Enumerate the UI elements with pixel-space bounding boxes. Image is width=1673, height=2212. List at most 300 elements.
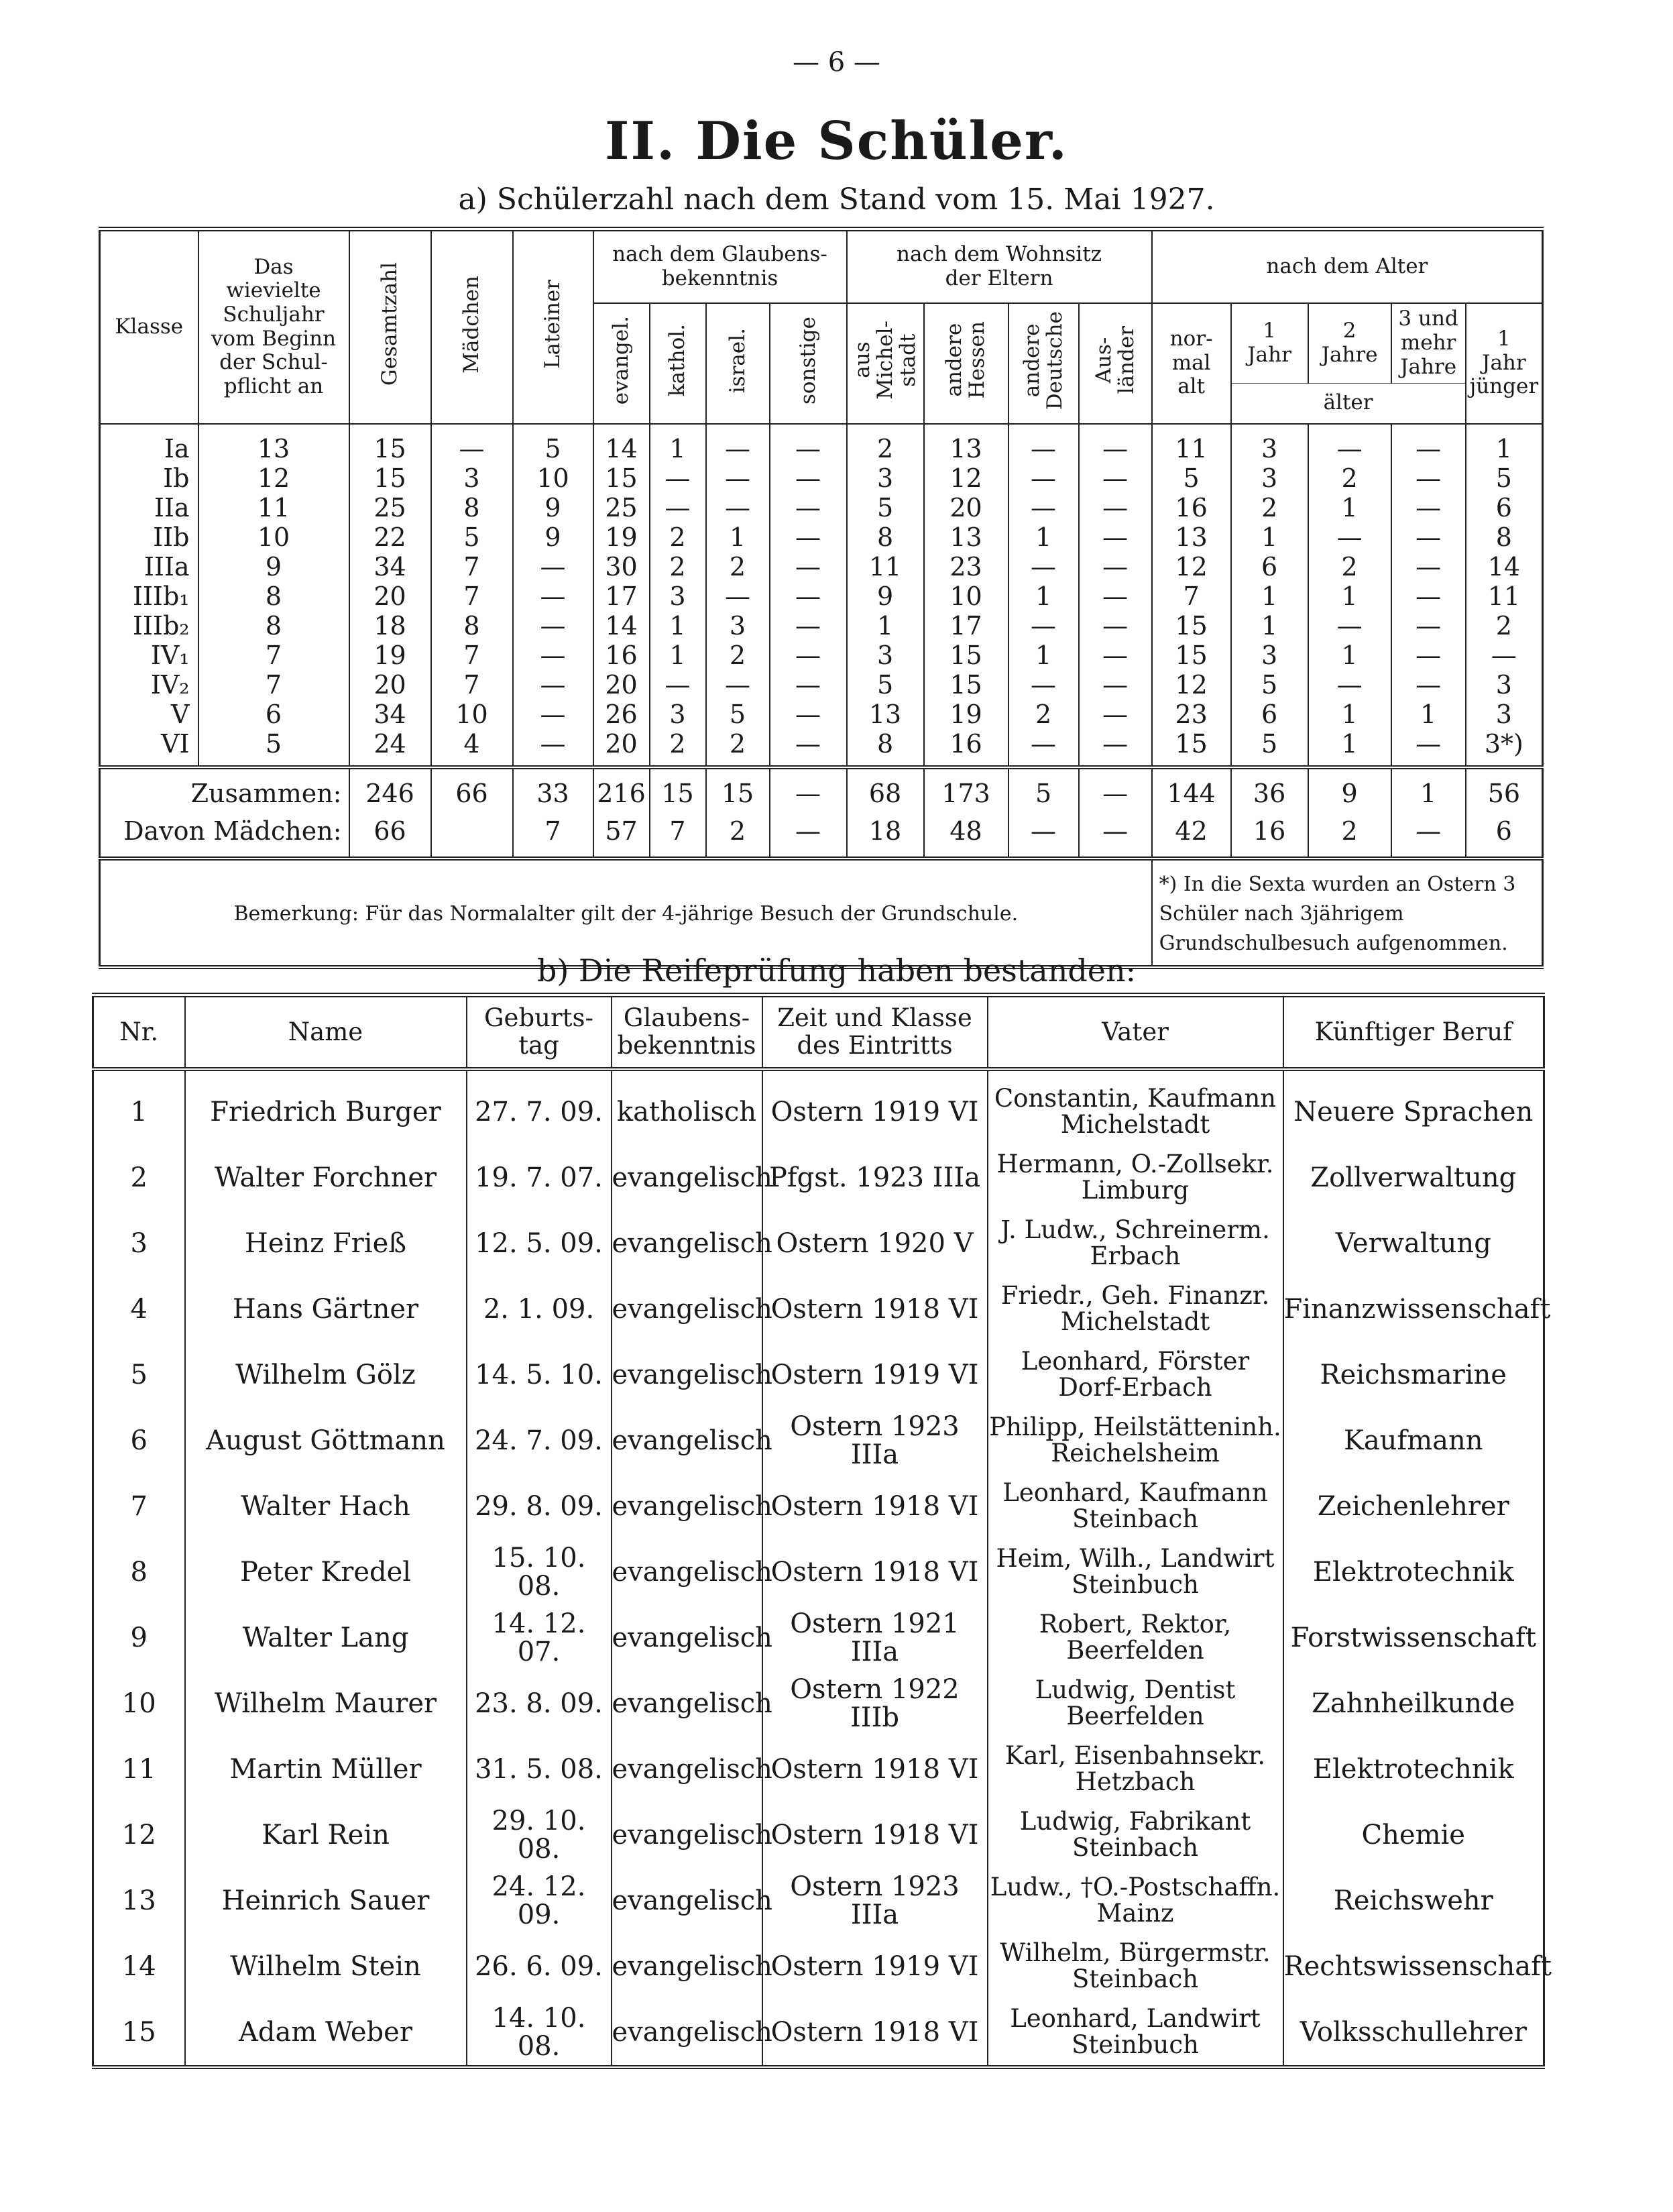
cell-normal-alt: 12 [1152, 670, 1231, 700]
cell-eintritt: Ostern 1923 IIIa [762, 1868, 988, 1934]
cell-normal-alt: 15 [1152, 611, 1231, 641]
cell-michelstadt: 11 [847, 552, 924, 582]
header-nr: Nr. [93, 995, 185, 1070]
cell-auslaender: — [1079, 493, 1152, 522]
table-row [100, 493, 1543, 522]
cell-andere-deutsche: 2 [1008, 700, 1079, 729]
cell-schuljahr: 10 [198, 522, 349, 552]
cell-lateiner: 33 [513, 767, 593, 812]
cell-andere-deutsche: — [1008, 812, 1079, 859]
cell-2-jahre-aelter: 2 [1308, 812, 1391, 859]
cell-geburtstag: 2. 1. 09. [467, 1276, 612, 1342]
cell-name: Wilhelm Stein [185, 1934, 467, 1999]
header-sonstige: sonstige [795, 316, 820, 404]
cell-kuenftiger-beruf: Chemie [1283, 1802, 1544, 1868]
cell-israel: — [706, 493, 770, 522]
cell-lateiner: — [513, 552, 593, 582]
cell-auslaender: — [1079, 641, 1152, 670]
cell-juenger: 3 [1466, 670, 1543, 700]
cell-vater: Philipp, Heilstätteninh. Reichelsheim [988, 1408, 1283, 1474]
cell-sonstige: — [770, 641, 847, 670]
header-lateiner: Lateiner [540, 279, 565, 369]
cell-lateiner: 10 [513, 463, 593, 493]
cell-evangel: 30 [593, 552, 650, 582]
cell-schuljahr: 8 [198, 611, 349, 641]
cell-eintritt: Ostern 1918 VI [762, 1276, 988, 1342]
cell-auslaender: — [1079, 582, 1152, 611]
cell-nr: 7 [93, 1474, 185, 1539]
cell-schuljahr: 8 [198, 582, 349, 611]
cell-normal-alt: 11 [1152, 424, 1231, 463]
cell-name: Walter Hach [185, 1474, 467, 1539]
cell-name: Friedrich Burger [185, 1069, 467, 1145]
cell-geburtstag: 29. 8. 09. [467, 1474, 612, 1539]
cell-michelstadt: 68 [847, 767, 924, 812]
cell-1-jahr-aelter: 6 [1231, 552, 1308, 582]
cell-israel: — [706, 670, 770, 700]
cell-evangel: 20 [593, 729, 650, 767]
cell-2-jahre-aelter: 1 [1308, 582, 1391, 611]
cell-andere-hessen: 17 [924, 611, 1008, 641]
cell-nr: 15 [93, 1999, 185, 2067]
cell-michelstadt: 8 [847, 522, 924, 552]
cell-lateiner: 9 [513, 522, 593, 552]
table-row [100, 463, 1543, 493]
cell-andere-deutsche: 1 [1008, 522, 1079, 552]
header-3-jahre-aelter: 3 und mehr Jahre [1391, 303, 1466, 384]
cell-maedchen: 4 [431, 729, 513, 767]
cell-vater: Heim, Wilh., Landwirt Steinbuch [988, 1539, 1283, 1605]
header-andere-hessen: andere Hessen [942, 321, 990, 399]
cell-sonstige: — [770, 463, 847, 493]
cell-evangel: 15 [593, 463, 650, 493]
header-glauben-group: nach dem Glaubens- bekenntnis [593, 229, 847, 303]
cell-vater: J. Ludw., Schreinerm. Erbach [988, 1211, 1283, 1276]
cell-name: Walter Lang [185, 1605, 467, 1671]
cell-juenger: 8 [1466, 522, 1543, 552]
cell-nr: 6 [93, 1408, 185, 1474]
cell-kuenftiger-beruf: Zeichenlehrer [1283, 1474, 1544, 1539]
table-row [93, 1342, 1544, 1408]
cell-kathol: — [650, 463, 706, 493]
cell-glaubensbekenntnis: evangelisch [612, 1671, 762, 1736]
cell-evangel: 26 [593, 700, 650, 729]
cell-israel: 2 [706, 729, 770, 767]
cell-auslaender: — [1079, 670, 1152, 700]
cell-schuljahr: 13 [198, 424, 349, 463]
cell-auslaender: — [1079, 729, 1152, 767]
cell-kuenftiger-beruf: Reichswehr [1283, 1868, 1544, 1934]
cell-juenger: 6 [1466, 493, 1543, 522]
cell-evangel: 19 [593, 522, 650, 552]
cell-sonstige: — [770, 812, 847, 859]
cell-normal-alt: 23 [1152, 700, 1231, 729]
cell-kathol: 1 [650, 641, 706, 670]
cell-glaubensbekenntnis: evangelisch [612, 1868, 762, 1934]
cell-vater: Ludwig, Dentist Beerfelden [988, 1671, 1283, 1736]
cell-andere-hessen: 19 [924, 700, 1008, 729]
cell-eintritt: Ostern 1921 IIIa [762, 1605, 988, 1671]
cell-normal-alt: 15 [1152, 729, 1231, 767]
cell-eintritt: Ostern 1923 IIIa [762, 1408, 988, 1474]
cell-michelstadt: 13 [847, 700, 924, 729]
header-alter-group: nach dem Alter [1152, 229, 1543, 303]
cell-kuenftiger-beruf: Elektrotechnik [1283, 1736, 1544, 1802]
cell-normal-alt: 15 [1152, 641, 1231, 670]
cell-maedchen: 7 [431, 670, 513, 700]
cell-name: Martin Müller [185, 1736, 467, 1802]
cell-evangel: 17 [593, 582, 650, 611]
cell-israel: 15 [706, 767, 770, 812]
cell-normal-alt: 13 [1152, 522, 1231, 552]
cell-juenger: 56 [1466, 767, 1543, 812]
cell-geburtstag: 23. 8. 09. [467, 1671, 612, 1736]
cell-3-jahre-aelter: — [1391, 493, 1466, 522]
cell-kathol: 7 [650, 812, 706, 859]
cell-maedchen: 8 [431, 493, 513, 522]
cell-andere-deutsche: — [1008, 463, 1079, 493]
cell-geburtstag: 12. 5. 09. [467, 1211, 612, 1276]
cell-eintritt: Pfgst. 1923 IIIa [762, 1145, 988, 1211]
cell-nr: 3 [93, 1211, 185, 1276]
cell-evangel: 25 [593, 493, 650, 522]
cell-vater: Friedr., Geh. Finanzr. Michelstadt [988, 1276, 1283, 1342]
table-row [93, 1736, 1544, 1802]
cell-kathol: 2 [650, 729, 706, 767]
cell-vater: Leonhard, Landwirt Steinbuch [988, 1999, 1283, 2067]
cell-3-jahre-aelter: — [1391, 729, 1466, 767]
cell-israel: 2 [706, 812, 770, 859]
cell-nr: 14 [93, 1934, 185, 1999]
remark: Bemerkung: Für das Normalalter gilt der 4-jährige Besuch der Grundschule. [100, 859, 1152, 967]
cell-maedchen: — [431, 424, 513, 463]
page-number: — 6 — [793, 47, 880, 78]
cell-andere-hessen: 13 [924, 424, 1008, 463]
cell-juenger: 3 [1466, 700, 1543, 729]
totals-row [100, 767, 1543, 812]
table-row [100, 641, 1543, 670]
cell-3-jahre-aelter: — [1391, 522, 1466, 552]
cell-geburtstag: 31. 5. 08. [467, 1736, 612, 1802]
cell-nr: 4 [93, 1276, 185, 1342]
cell-klasse: Ib [100, 463, 198, 493]
cell-glaubensbekenntnis: evangelisch [612, 1539, 762, 1605]
cell-vater: Robert, Rektor, Beerfelden [988, 1605, 1283, 1671]
cell-lateiner: — [513, 700, 593, 729]
cell-gesamtzahl: 19 [349, 641, 431, 670]
table-row [93, 1211, 1544, 1276]
cell-klasse: IIb [100, 522, 198, 552]
cell-klasse: IIIb₁ [100, 582, 198, 611]
cell-maedchen [431, 812, 513, 859]
cell-juenger: 11 [1466, 582, 1543, 611]
cell-sonstige: — [770, 611, 847, 641]
cell-klasse: IIIb₂ [100, 611, 198, 641]
cell-juenger: 6 [1466, 812, 1543, 859]
cell-klasse: V [100, 700, 198, 729]
cell-kuenftiger-beruf: Finanzwissenschaft [1283, 1276, 1544, 1342]
table-row [100, 611, 1543, 641]
graduates-table [92, 993, 1552, 2069]
cell-evangel: 216 [593, 767, 650, 812]
header-andere-deutsche: andere Deutsche [1019, 311, 1068, 410]
cell-vater: Wilhelm, Bürgermstr. Steinbach [988, 1934, 1283, 1999]
table-row [100, 729, 1543, 767]
cell-1-jahr-aelter: 2 [1231, 493, 1308, 522]
cell-name: Wilhelm Maurer [185, 1671, 467, 1736]
cell-sonstige: — [770, 729, 847, 767]
cell-andere-hessen: 13 [924, 522, 1008, 552]
totals-label: Davon Mädchen: [100, 812, 349, 859]
cell-kuenftiger-beruf: Reichsmarine [1283, 1342, 1544, 1408]
cell-1-jahr-aelter: 1 [1231, 611, 1308, 641]
cell-vater: Constantin, Kaufmann Michelstadt [988, 1069, 1283, 1145]
cell-evangel: 57 [593, 812, 650, 859]
cell-eintritt: Ostern 1919 VI [762, 1342, 988, 1408]
cell-andere-hessen: 16 [924, 729, 1008, 767]
cell-michelstadt: 1 [847, 611, 924, 641]
cell-israel: — [706, 463, 770, 493]
cell-kathol: 1 [650, 611, 706, 641]
cell-lateiner: — [513, 641, 593, 670]
cell-3-jahre-aelter: — [1391, 611, 1466, 641]
cell-eintritt: Ostern 1918 VI [762, 1802, 988, 1868]
cell-1-jahr-aelter: 3 [1231, 641, 1308, 670]
cell-kathol: 2 [650, 522, 706, 552]
cell-sonstige: — [770, 700, 847, 729]
cell-geburtstag: 14. 12. 07. [467, 1605, 612, 1671]
cell-schuljahr: 7 [198, 641, 349, 670]
cell-glaubensbekenntnis: katholisch [612, 1069, 762, 1145]
cell-normal-alt: 7 [1152, 582, 1231, 611]
cell-1-jahr-aelter: 1 [1231, 522, 1308, 552]
cell-schuljahr: 12 [198, 463, 349, 493]
header-maedchen: Mädchen [459, 275, 484, 374]
cell-lateiner: — [513, 670, 593, 700]
cell-kathol: 1 [650, 424, 706, 463]
cell-schuljahr: 9 [198, 552, 349, 582]
cell-sonstige: — [770, 582, 847, 611]
cell-kuenftiger-beruf: Zollverwaltung [1283, 1145, 1544, 1211]
cell-andere-deutsche: — [1008, 611, 1079, 641]
header-israel: israel. [725, 327, 750, 393]
table-row [93, 1069, 1544, 1145]
cell-glaubensbekenntnis: evangelisch [612, 1342, 762, 1408]
header-kathol: kathol. [665, 324, 690, 397]
cell-1-jahr-aelter: 3 [1231, 463, 1308, 493]
cell-lateiner: 9 [513, 493, 593, 522]
cell-sonstige: — [770, 767, 847, 812]
cell-3-jahre-aelter: 1 [1391, 700, 1466, 729]
cell-3-jahre-aelter: — [1391, 463, 1466, 493]
header-geburtstag: Geburts- tag [467, 995, 612, 1070]
header-wohnsitz-group: nach dem Wohnsitz der Eltern [847, 229, 1152, 303]
cell-geburtstag: 14. 10. 08. [467, 1999, 612, 2067]
cell-andere-hessen: 15 [924, 670, 1008, 700]
cell-3-jahre-aelter: — [1391, 582, 1466, 611]
cell-auslaender: — [1079, 611, 1152, 641]
cell-1-jahr-aelter: 5 [1231, 670, 1308, 700]
cell-1-jahr-aelter: 1 [1231, 582, 1308, 611]
cell-klasse: IV₂ [100, 670, 198, 700]
cell-maedchen: 66 [431, 767, 513, 812]
cell-glaubensbekenntnis: evangelisch [612, 1802, 762, 1868]
cell-klasse: VI [100, 729, 198, 767]
table-row [100, 700, 1543, 729]
cell-schuljahr: 7 [198, 670, 349, 700]
cell-vater: Hermann, O.-Zollsekr. Limburg [988, 1145, 1283, 1211]
cell-kathol: 3 [650, 700, 706, 729]
totals-row [100, 812, 1543, 859]
cell-gesamtzahl: 34 [349, 552, 431, 582]
cell-name: Heinrich Sauer [185, 1868, 467, 1934]
header-kuenftiger-beruf: Künftiger Beruf [1283, 995, 1544, 1070]
cell-3-jahre-aelter: — [1391, 812, 1466, 859]
table-row [93, 1999, 1544, 2067]
cell-klasse: IIIa [100, 552, 198, 582]
cell-1-jahr-aelter: 3 [1231, 424, 1308, 463]
header-schuljahr: Das wievielte Schuljahr vom Beginn der Schul- pflicht an [198, 229, 349, 424]
cell-kuenftiger-beruf: Forstwissenschaft [1283, 1605, 1544, 1671]
cell-sonstige: — [770, 552, 847, 582]
cell-geburtstag: 14. 5. 10. [467, 1342, 612, 1408]
cell-normal-alt: 5 [1152, 463, 1231, 493]
cell-eintritt: Ostern 1919 VI [762, 1934, 988, 1999]
cell-kathol: 3 [650, 582, 706, 611]
cell-juenger: 2 [1466, 611, 1543, 641]
cell-kuenftiger-beruf: Zahnheilkunde [1283, 1671, 1544, 1736]
cell-andere-hessen: 23 [924, 552, 1008, 582]
cell-glaubensbekenntnis: evangelisch [612, 1408, 762, 1474]
cell-3-jahre-aelter: — [1391, 552, 1466, 582]
cell-vater: Ludwig, Fabrikant Steinbach [988, 1802, 1283, 1868]
cell-schuljahr: 6 [198, 700, 349, 729]
table-row [93, 1605, 1544, 1671]
cell-sonstige: — [770, 493, 847, 522]
cell-1-jahr-aelter: 36 [1231, 767, 1308, 812]
cell-israel: 5 [706, 700, 770, 729]
cell-andere-hessen: 15 [924, 641, 1008, 670]
section-b-title: b) Die Reifeprüfung haben bestanden: [536, 952, 1137, 989]
cell-maedchen: 7 [431, 582, 513, 611]
cell-eintritt: Ostern 1922 IIIb [762, 1671, 988, 1736]
cell-klasse: Ia [100, 424, 198, 463]
cell-kuenftiger-beruf: Volksschullehrer [1283, 1999, 1544, 2067]
cell-maedchen: 7 [431, 641, 513, 670]
header-name: Name [185, 995, 467, 1070]
cell-glaubensbekenntnis: evangelisch [612, 1736, 762, 1802]
totals-label: Zusammen: [100, 767, 349, 812]
cell-michelstadt: 8 [847, 729, 924, 767]
cell-israel: 1 [706, 522, 770, 552]
cell-maedchen: 8 [431, 611, 513, 641]
cell-kathol: 2 [650, 552, 706, 582]
page-title: II. Die Schüler. [605, 111, 1068, 172]
cell-normal-alt: 144 [1152, 767, 1231, 812]
header-eintritt: Zeit und Klasse des Eintritts [762, 995, 988, 1070]
cell-auslaender: — [1079, 700, 1152, 729]
cell-1-jahr-aelter: 6 [1231, 700, 1308, 729]
cell-name: Walter Forchner [185, 1145, 467, 1211]
cell-andere-hessen: 12 [924, 463, 1008, 493]
cell-vater: Karl, Eisenbahnsekr. Hetzbach [988, 1736, 1283, 1802]
cell-glaubensbekenntnis: evangelisch [612, 1605, 762, 1671]
cell-lateiner: — [513, 729, 593, 767]
header-vater: Vater [988, 995, 1283, 1070]
cell-kuenftiger-beruf: Kaufmann [1283, 1408, 1544, 1474]
table-row [93, 1145, 1544, 1211]
table-row [93, 1868, 1544, 1934]
cell-name: Wilhelm Gölz [185, 1342, 467, 1408]
cell-klasse: IIa [100, 493, 198, 522]
cell-name: August Göttmann [185, 1408, 467, 1474]
cell-gesamtzahl: 20 [349, 582, 431, 611]
cell-sonstige: — [770, 424, 847, 463]
table-row [93, 1474, 1544, 1539]
table-row [93, 1934, 1544, 1999]
cell-juenger: 14 [1466, 552, 1543, 582]
cell-kuenftiger-beruf: Elektrotechnik [1283, 1539, 1544, 1605]
cell-sonstige: — [770, 522, 847, 552]
cell-eintritt: Ostern 1920 V [762, 1211, 988, 1276]
cell-kathol: — [650, 670, 706, 700]
cell-andere-deutsche: 5 [1008, 767, 1079, 812]
cell-eintritt: Ostern 1918 VI [762, 1736, 988, 1802]
cell-maedchen: 10 [431, 700, 513, 729]
cell-gesamtzahl: 18 [349, 611, 431, 641]
cell-vater: Leonhard, Kaufmann Steinbach [988, 1474, 1283, 1539]
cell-geburtstag: 19. 7. 07. [467, 1145, 612, 1211]
cell-geburtstag: 24. 7. 09. [467, 1408, 612, 1474]
footnote: *) In die Sexta wurden an Ostern 3 Schüler nach 3jährigem Grundschulbesuch aufgenommen. [1152, 859, 1543, 967]
cell-geburtstag: 29. 10. 08. [467, 1802, 612, 1868]
cell-gesamtzahl: 20 [349, 670, 431, 700]
cell-nr: 12 [93, 1802, 185, 1868]
cell-eintritt: Ostern 1918 VI [762, 1999, 988, 2067]
table-row [100, 522, 1543, 552]
cell-2-jahre-aelter: — [1308, 670, 1391, 700]
cell-2-jahre-aelter: 1 [1308, 493, 1391, 522]
table-row [93, 1408, 1544, 1474]
cell-1-jahr-aelter: 5 [1231, 729, 1308, 767]
cell-evangel: 14 [593, 611, 650, 641]
cell-name: Hans Gärtner [185, 1276, 467, 1342]
cell-schuljahr: 11 [198, 493, 349, 522]
cell-gesamtzahl: 24 [349, 729, 431, 767]
cell-normal-alt: 42 [1152, 812, 1231, 859]
cell-israel: 2 [706, 641, 770, 670]
cell-glaubensbekenntnis: evangelisch [612, 1934, 762, 1999]
cell-glaubensbekenntnis: evangelisch [612, 1999, 762, 2067]
cell-2-jahre-aelter: — [1308, 522, 1391, 552]
cell-gesamtzahl: 34 [349, 700, 431, 729]
header-normal-alt: nor- mal alt [1152, 303, 1231, 424]
cell-2-jahre-aelter: 1 [1308, 641, 1391, 670]
cell-gesamtzahl: 15 [349, 424, 431, 463]
cell-juenger: 3*) [1466, 729, 1543, 767]
cell-andere-hessen: 173 [924, 767, 1008, 812]
cell-andere-deutsche: — [1008, 729, 1079, 767]
cell-michelstadt: 3 [847, 463, 924, 493]
cell-andere-deutsche: 1 [1008, 641, 1079, 670]
cell-andere-deutsche: 1 [1008, 582, 1079, 611]
cell-sonstige: — [770, 670, 847, 700]
cell-2-jahre-aelter: 2 [1308, 463, 1391, 493]
cell-geburtstag: 24. 12. 09. [467, 1868, 612, 1934]
cell-auslaender: — [1079, 424, 1152, 463]
header-1-jahr-aelter: 1 Jahr [1231, 303, 1308, 384]
cell-geburtstag: 27. 7. 09. [467, 1069, 612, 1145]
